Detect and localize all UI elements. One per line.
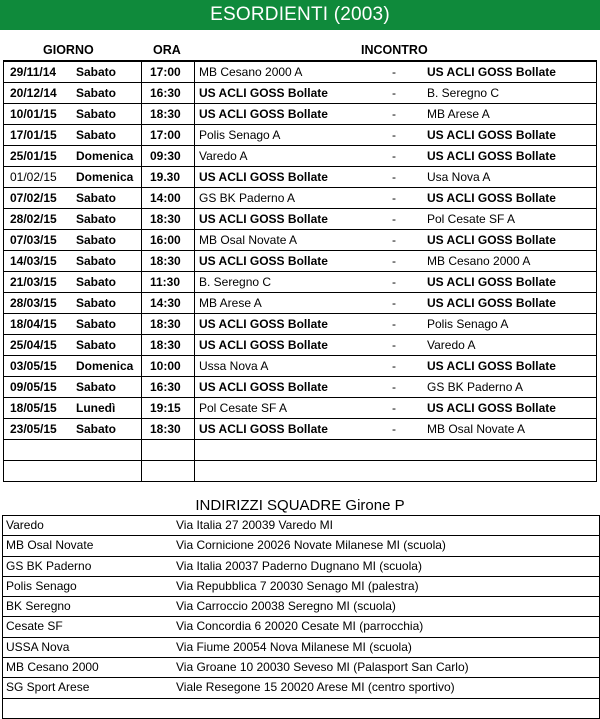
versus-dash: - <box>392 149 396 163</box>
away-team: US ACLI GOSS Bollate <box>427 191 556 205</box>
match-day: Sabato <box>76 65 117 79</box>
match-date: 10/01/15 <box>10 107 57 121</box>
team-address: Via Cornicione 20026 Novate Milanese MI (scuola) <box>176 538 446 553</box>
address-row <box>3 637 599 657</box>
address-row <box>3 556 599 576</box>
home-team: US ACLI GOSS Bollate <box>199 338 328 352</box>
home-team: US ACLI GOSS Bollate <box>199 422 328 436</box>
team-address: Viale Resegone 15 20020 Arese MI (centro sportivo) <box>176 680 455 695</box>
match-date: 29/11/14 <box>10 65 57 79</box>
team-name: Varedo <box>6 518 44 532</box>
team-address: Via Fiume 20054 Nova Milanese MI (scuola) <box>176 639 412 654</box>
match-time: 19:15 <box>150 401 181 415</box>
match-date: 01/02/15 <box>10 170 57 184</box>
match-date: 07/03/15 <box>10 233 57 247</box>
match-day: Sabato <box>76 422 117 436</box>
match-day: Sabato <box>76 338 117 352</box>
versus-dash: - <box>392 212 396 226</box>
match-day: Sabato <box>76 128 117 142</box>
away-team: MB Arese A <box>427 107 490 121</box>
team-address: Via Groane 10 20030 Seveso MI (Palasport San Carlo) <box>176 660 469 675</box>
match-day: Sabato <box>76 212 117 226</box>
match-row <box>4 103 596 124</box>
match-date: 17/01/15 <box>10 128 57 142</box>
versus-dash: - <box>392 86 396 100</box>
match-time: 17:00 <box>150 128 181 142</box>
match-row <box>4 271 596 292</box>
match-day: Lunedì <box>76 401 116 415</box>
team-name: GS BK Paderno <box>6 558 92 573</box>
versus-dash: - <box>392 233 396 247</box>
versus-dash: - <box>392 422 396 436</box>
page-title-banner: ESORDIENTI (2003) <box>0 0 600 30</box>
match-time: 16:30 <box>150 86 181 100</box>
match-time: 17:00 <box>150 65 181 79</box>
team-name: MB Osal Novate <box>6 538 94 553</box>
versus-dash: - <box>392 170 396 184</box>
match-date: 09/05/15 <box>10 380 57 394</box>
versus-dash: - <box>392 191 396 205</box>
match-time: 14:00 <box>150 191 181 205</box>
empty-row <box>3 698 599 718</box>
empty-row <box>4 439 596 460</box>
home-team: MB Arese A <box>199 296 262 310</box>
match-date: 14/03/15 <box>10 254 57 268</box>
header-match: INCONTRO <box>361 43 428 57</box>
match-day: Domenica <box>76 359 134 373</box>
match-day: Sabato <box>76 191 117 205</box>
versus-dash: - <box>392 107 396 121</box>
versus-dash: - <box>392 380 396 394</box>
versus-dash: - <box>392 401 396 415</box>
team-address: Via Italia 27 20039 Varedo MI <box>176 518 333 532</box>
match-time: 18:30 <box>150 254 181 268</box>
address-row <box>3 596 599 616</box>
home-team: US ACLI GOSS Bollate <box>199 380 328 394</box>
header-date: GIORNO <box>43 43 94 57</box>
match-time: 11:30 <box>150 275 181 289</box>
versus-dash: - <box>392 128 396 142</box>
away-team: Usa Nova A <box>427 170 491 184</box>
away-team: US ACLI GOSS Bollate <box>427 233 556 247</box>
match-day: Sabato <box>76 296 117 310</box>
match-time: 18:30 <box>150 338 181 352</box>
team-address: Via Concordia 6 20020 Cesate MI (parrocchia) <box>176 619 424 634</box>
home-team: US ACLI GOSS Bollate <box>199 86 328 100</box>
match-date: 03/05/15 <box>10 359 57 373</box>
versus-dash: - <box>392 338 396 352</box>
address-row <box>3 616 599 636</box>
match-date: 18/05/15 <box>10 401 57 415</box>
match-time: 18:30 <box>150 107 181 121</box>
header-time: ORA <box>153 43 181 57</box>
address-row <box>3 677 599 697</box>
match-day: Sabato <box>76 317 117 331</box>
match-date: 20/12/14 <box>10 86 57 100</box>
match-day: Domenica <box>76 170 134 184</box>
away-team: Polis Senago A <box>427 317 509 331</box>
home-team: US ACLI GOSS Bollate <box>199 212 328 226</box>
match-time: 09:30 <box>150 149 181 163</box>
team-name: Cesate SF <box>6 619 63 634</box>
address-row <box>3 516 599 535</box>
match-day: Sabato <box>76 86 117 100</box>
match-day: Sabato <box>76 233 117 247</box>
schedule-section <box>3 40 597 482</box>
match-day: Sabato <box>76 107 117 121</box>
team-name: BK Seregno <box>6 599 71 614</box>
match-row <box>4 334 596 355</box>
home-team: Polis Senago A <box>199 128 281 142</box>
match-row <box>4 166 596 187</box>
team-name: Polis Senago <box>6 578 77 593</box>
team-name: MB Cesano 2000 <box>6 660 99 675</box>
versus-dash: - <box>392 359 396 373</box>
match-row <box>4 250 596 271</box>
match-row <box>4 292 596 313</box>
home-team: B. Seregno C <box>199 275 272 289</box>
address-row <box>3 576 599 596</box>
versus-dash: - <box>392 65 396 79</box>
versus-dash: - <box>392 317 396 331</box>
home-team: US ACLI GOSS Bollate <box>199 107 328 121</box>
empty-row <box>4 460 596 481</box>
match-time: 14:30 <box>150 296 181 310</box>
match-time: 16:30 <box>150 380 181 394</box>
match-date: 28/02/15 <box>10 212 57 226</box>
home-team: MB Cesano 2000 A <box>199 65 303 79</box>
match-day: Sabato <box>76 380 117 394</box>
versus-dash: - <box>392 296 396 310</box>
away-team: MB Cesano 2000 A <box>427 254 531 268</box>
match-date: 28/03/15 <box>10 296 57 310</box>
away-team: Pol Cesate SF A <box>427 212 516 226</box>
home-team: Varedo A <box>199 149 248 163</box>
match-time: 16:00 <box>150 233 181 247</box>
away-team: US ACLI GOSS Bollate <box>427 296 556 310</box>
home-team: GS BK Paderno A <box>199 191 296 205</box>
match-time: 18:30 <box>150 212 181 226</box>
schedule-header <box>3 40 597 60</box>
team-address: Via Repubblica 7 20030 Senago MI (palestra) <box>176 578 419 593</box>
match-date: 25/01/15 <box>10 149 57 163</box>
away-team: GS BK Paderno A <box>427 380 524 394</box>
away-team: MB Osal Novate A <box>427 422 526 436</box>
match-date: 21/03/15 <box>10 275 57 289</box>
match-time: 10:00 <box>150 359 181 373</box>
home-team: Pol Cesate SF A <box>199 401 288 415</box>
versus-dash: - <box>392 254 396 268</box>
away-team: Varedo A <box>427 338 476 352</box>
home-team: US ACLI GOSS Bollate <box>199 317 328 331</box>
match-day: Sabato <box>76 254 117 268</box>
schedule-table <box>3 60 597 482</box>
match-row <box>4 376 596 397</box>
match-date: 23/05/15 <box>10 422 57 436</box>
match-row <box>4 397 596 418</box>
match-row <box>4 355 596 376</box>
team-address: Via Carroccio 20038 Seregno MI (scuola) <box>176 599 396 614</box>
address-row <box>3 535 599 555</box>
match-day: Sabato <box>76 275 117 289</box>
away-team: US ACLI GOSS Bollate <box>427 65 556 79</box>
team-name: USSA Nova <box>6 639 70 654</box>
away-team: US ACLI GOSS Bollate <box>427 128 556 142</box>
match-day: Domenica <box>76 149 134 163</box>
away-team: US ACLI GOSS Bollate <box>427 275 556 289</box>
match-row <box>4 208 596 229</box>
match-time: 18:30 <box>150 317 181 331</box>
away-team: US ACLI GOSS Bollate <box>427 359 556 373</box>
away-team: US ACLI GOSS Bollate <box>427 401 556 415</box>
match-row <box>4 229 596 250</box>
match-row <box>4 124 596 145</box>
away-team: US ACLI GOSS Bollate <box>427 149 556 163</box>
home-team: Ussa Nova A <box>199 359 269 373</box>
address-row <box>3 657 599 677</box>
match-row <box>4 82 596 103</box>
match-date: 07/02/15 <box>10 191 57 205</box>
match-row <box>4 313 596 334</box>
versus-dash: - <box>392 275 396 289</box>
match-row <box>4 145 596 166</box>
away-team: B. Seregno C <box>427 86 500 100</box>
home-team: MB Osal Novate A <box>199 233 298 247</box>
match-row <box>4 61 596 82</box>
match-time: 19.30 <box>150 170 181 184</box>
match-row <box>4 187 596 208</box>
home-team: US ACLI GOSS Bollate <box>199 254 328 268</box>
match-row <box>4 418 596 439</box>
address-section-title: INDIRIZZI SQUADRE Girone P <box>195 497 405 514</box>
home-team: US ACLI GOSS Bollate <box>199 170 328 184</box>
address-table <box>2 515 600 719</box>
match-date: 25/04/15 <box>10 338 57 352</box>
team-name: SG Sport Arese <box>6 680 90 695</box>
team-address: Via Italia 20037 Paderno Dugnano MI (scuola) <box>176 558 422 573</box>
match-time: 18:30 <box>150 422 181 436</box>
match-date: 18/04/15 <box>10 317 57 331</box>
